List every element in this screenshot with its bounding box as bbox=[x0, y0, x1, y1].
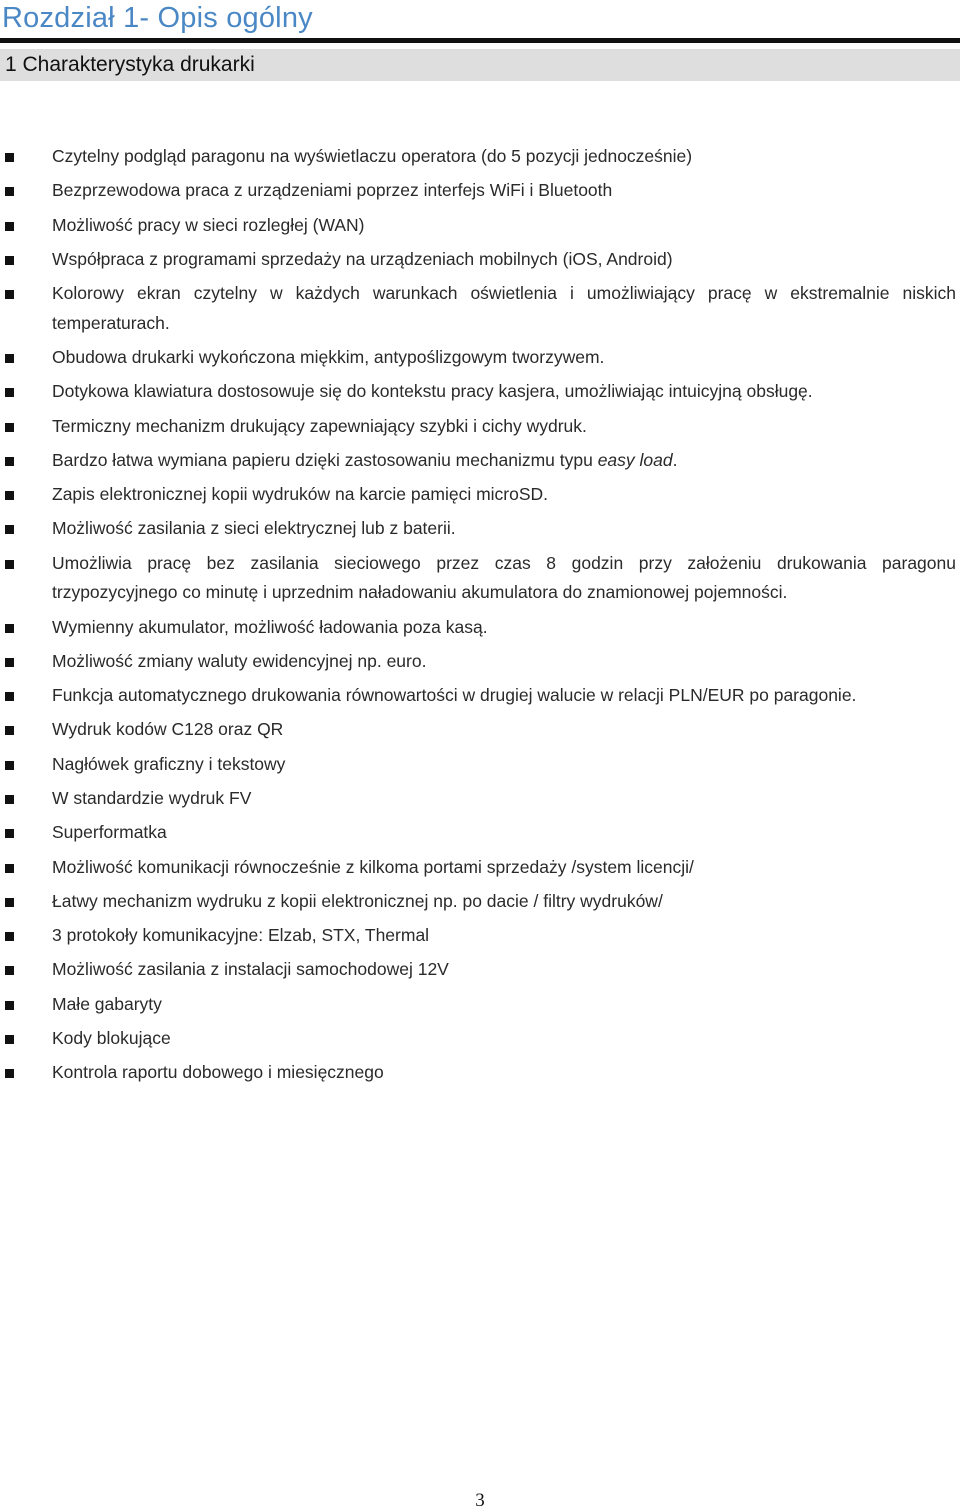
list-item bbox=[0, 990, 960, 1020]
feature-text: Możliwość komunikacji równocześnie z kilkoma portami sprzedaży /system licencji/ bbox=[52, 856, 694, 877]
feature-text: Możliwość zmiany waluty ewidencyjnej np. euro. bbox=[52, 650, 427, 671]
list-item bbox=[0, 887, 960, 917]
square-bullet-icon bbox=[5, 1001, 14, 1010]
page-number: 3 bbox=[475, 1490, 485, 1511]
square-bullet-icon bbox=[5, 864, 14, 873]
square-bullet-icon bbox=[5, 932, 14, 941]
list-item bbox=[0, 211, 960, 241]
feature-text: Zapis elektronicznej kopii wydruków na karcie pamięci microSD. bbox=[52, 484, 549, 505]
list-item bbox=[0, 377, 960, 407]
list-item bbox=[0, 647, 960, 677]
feature-emphasis: easy load bbox=[597, 449, 673, 470]
feature-text: Łatwy mechanizm wydruku z kopii elektronicznej np. po dacie / filtry wydruków/ bbox=[52, 890, 663, 911]
square-bullet-icon bbox=[5, 290, 14, 299]
list-item bbox=[0, 921, 960, 951]
list-item bbox=[0, 818, 960, 848]
square-bullet-icon bbox=[5, 795, 14, 804]
feature-text: Bezprzewodowa praca z urządzeniami poprzez interfejs WiFi i Bluetooth bbox=[52, 180, 613, 201]
square-bullet-icon bbox=[5, 560, 14, 569]
square-bullet-icon bbox=[5, 658, 14, 667]
list-item bbox=[0, 613, 960, 643]
list-item bbox=[0, 549, 960, 608]
feature-text: Możliwość zasilania z sieci elektrycznej lub z baterii. bbox=[52, 518, 456, 539]
feature-text: Obudowa drukarki wykończona miękkim, antypoślizgowym tworzywem. bbox=[52, 347, 605, 367]
square-bullet-icon bbox=[5, 256, 14, 265]
feature-text: Dotykowa klawiatura dostosowuje się do kontekstu pracy kasjera, umożliwiając intuicyjną obsługę. bbox=[52, 381, 813, 402]
list-item bbox=[0, 1058, 960, 1088]
feature-text: Małe gabaryty bbox=[52, 993, 162, 1014]
square-bullet-icon bbox=[5, 354, 14, 363]
square-bullet-icon bbox=[5, 153, 14, 162]
feature-text: Funkcja automatycznego drukowania równowartości w drugiej walucie w relacji PLN/EUR po paragonie. bbox=[52, 685, 857, 706]
list-item bbox=[0, 681, 960, 711]
square-bullet-icon bbox=[5, 692, 14, 701]
list-item bbox=[0, 343, 960, 373]
feature-text: W standardzie wydruk FV bbox=[52, 787, 252, 808]
feature-suffix: . bbox=[672, 449, 678, 470]
feature-text: Wymienny akumulator, możliwość ładowania poza kasą. bbox=[52, 616, 488, 637]
square-bullet-icon bbox=[5, 829, 14, 838]
feature-text: Możliwość zasilania z instalacji samochodowej 12V bbox=[52, 959, 449, 980]
square-bullet-icon bbox=[5, 491, 14, 500]
feature-text: Kody blokujące bbox=[52, 1027, 171, 1048]
list-item bbox=[0, 245, 960, 275]
square-bullet-icon bbox=[5, 1069, 14, 1078]
chapter-divider bbox=[0, 38, 960, 43]
list-item bbox=[0, 853, 960, 883]
list-item bbox=[0, 514, 960, 544]
feature-text: Umożliwia pracę bez zasilania sieciowego przez czas 8 godzin przy założeniu drukowania paragonu trzypozycyjnego co minutę i uprzednim naładowaniu akumulatora do znamionowej pojemności. bbox=[52, 552, 956, 603]
list-item bbox=[0, 279, 960, 338]
section-title: 1 Charakterystyka drukarki bbox=[0, 49, 960, 81]
list-item bbox=[0, 784, 960, 814]
feature-text: Bardzo łatwa wymiana papieru dzięki zastosowaniu mechanizmu typu bbox=[52, 449, 598, 470]
square-bullet-icon bbox=[5, 1035, 14, 1044]
feature-text: Czytelny podgląd paragonu na wyświetlaczu operatora (do 5 pozycji jednocześnie) bbox=[52, 146, 693, 166]
feature-text: Kolorowy ekran czytelny w każdych warunkach oświetlenia i umożliwiający pracę w ekstremalnie niskich temperaturach. bbox=[52, 283, 956, 333]
list-item bbox=[0, 142, 960, 172]
feature-text: Termiczny mechanizm drukujący zapewniający szybki i cichy wydruk. bbox=[52, 415, 587, 436]
feature-text: Nagłówek graficzny i tekstowy bbox=[52, 753, 286, 774]
list-item bbox=[0, 446, 960, 476]
list-item bbox=[0, 715, 960, 745]
square-bullet-icon bbox=[5, 423, 14, 432]
list-item bbox=[0, 750, 960, 780]
list-item bbox=[0, 480, 960, 510]
list-item bbox=[0, 955, 960, 985]
feature-text: 3 protokoły komunikacyjne: Elzab, STX, Thermal bbox=[52, 925, 430, 946]
list-item bbox=[0, 176, 960, 206]
square-bullet-icon bbox=[5, 726, 14, 735]
square-bullet-icon bbox=[5, 187, 14, 196]
square-bullet-icon bbox=[5, 624, 14, 633]
feature-text: Wydruk kodów C128 oraz QR bbox=[52, 719, 284, 740]
square-bullet-icon bbox=[5, 388, 14, 397]
square-bullet-icon bbox=[5, 222, 14, 231]
feature-text: Kontrola raportu dobowego i miesięcznego bbox=[52, 1062, 384, 1083]
square-bullet-icon bbox=[5, 457, 14, 466]
list-item bbox=[0, 1024, 960, 1054]
feature-text: Możliwość pracy w sieci rozległej (WAN) bbox=[52, 214, 365, 235]
list-item bbox=[0, 412, 960, 442]
square-bullet-icon bbox=[5, 898, 14, 907]
square-bullet-icon bbox=[5, 761, 14, 770]
feature-text: Superformatka bbox=[52, 822, 167, 843]
square-bullet-icon bbox=[5, 525, 14, 534]
chapter-title: Rozdział 1- Opis ogólny bbox=[2, 2, 313, 34]
feature-list bbox=[0, 142, 960, 1093]
square-bullet-icon bbox=[5, 966, 14, 975]
feature-text: Współpraca z programami sprzedaży na urządzeniach mobilnych (iOS, Android) bbox=[52, 248, 673, 269]
